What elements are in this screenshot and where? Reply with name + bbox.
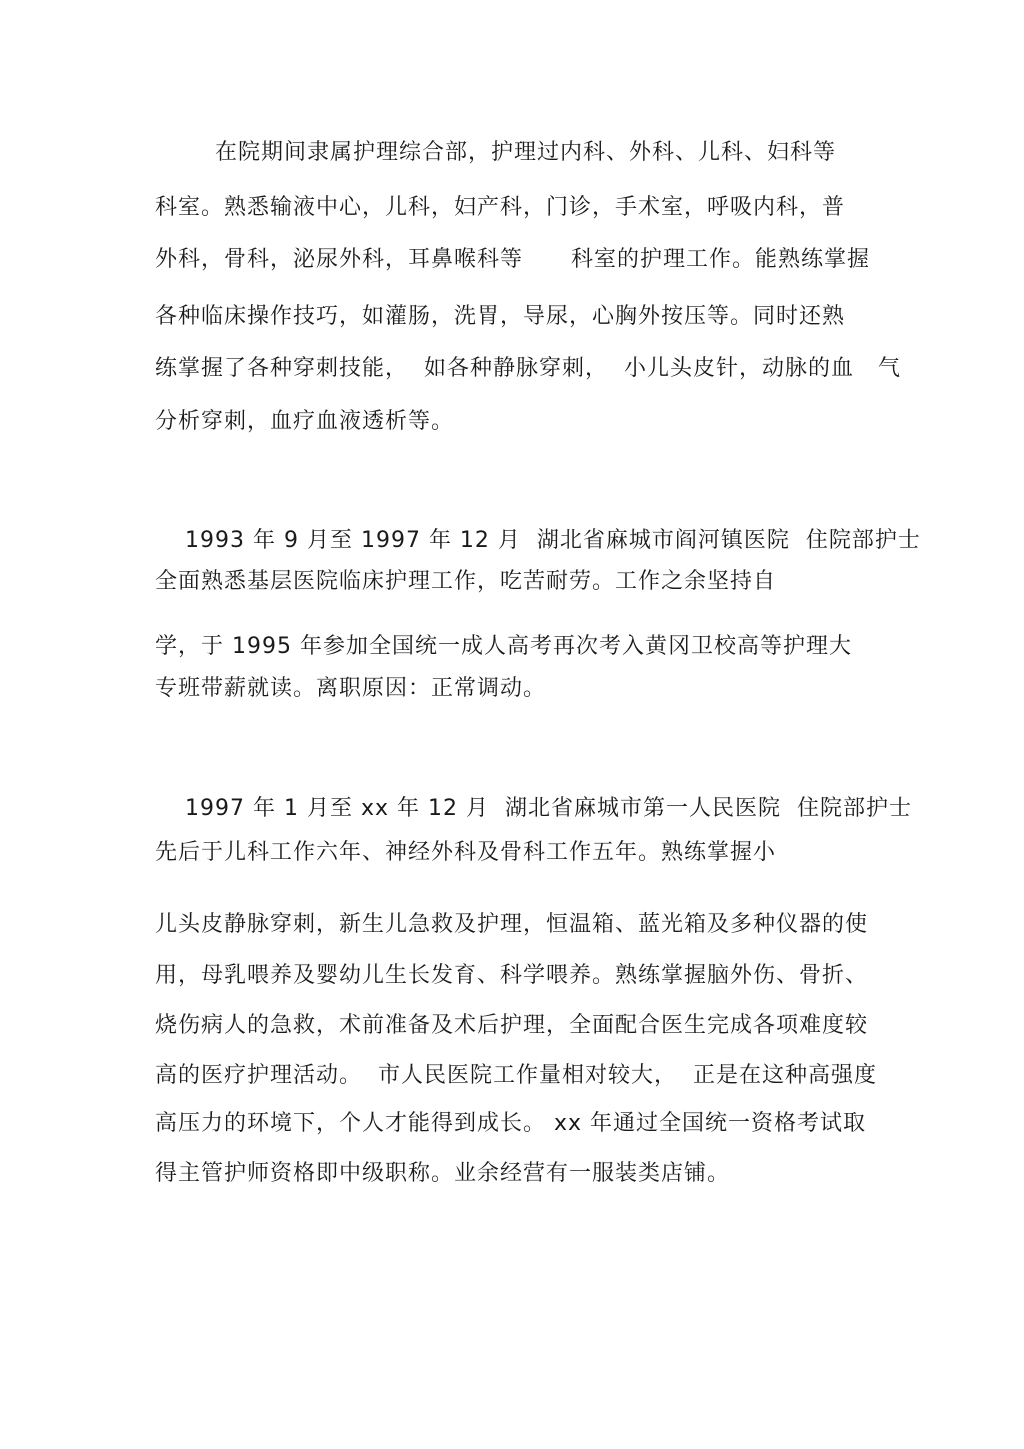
text-line: 烧伤病人的急救，术前准备及术后护理，全面配合医生完成各项难度较 bbox=[155, 1013, 869, 1038]
text-line: 高压力的环境下，个人才能得到成长。 xx 年通过全国统一资格考试取 bbox=[155, 1111, 867, 1136]
text-line: 高的医疗护理活动。 市人民医院工作量相对较大， 正是在这种高强度 bbox=[155, 1063, 877, 1088]
text-line: 先后于儿科工作六年、神经外科及骨科工作五年。熟练掌握小 bbox=[155, 840, 777, 865]
text-line: 各种临床操作技巧，如灌肠，洗胃，导尿，心胸外按压等。同时还熟 bbox=[155, 304, 846, 329]
text-line: 专班带薪就读。离职原因：正常调动。 bbox=[155, 676, 547, 701]
text-line: 学，于 1995 年参加全国统一成人高考再次考入黄冈卫校高等护理大 bbox=[155, 634, 852, 659]
text-line: 得主管护师资格即中级职称。业余经营有一服装类店铺。 bbox=[155, 1161, 731, 1186]
text-line: 1997 年 1 月至 xx 年 12 月 湖北省麻城市第一人民医院 住院部护士 bbox=[185, 796, 912, 821]
text-line: 外科，骨科，泌尿外科，耳鼻喉科等 科室的护理工作。能熟练掌握 bbox=[155, 247, 870, 272]
text-line: 分析穿刺，血疗血液透析等。 bbox=[155, 409, 455, 434]
text-line: 1993 年 9 月至 1997 年 12 月 湖北省麻城市阎河镇医院 住院部护士 bbox=[185, 528, 921, 553]
text-line: 儿头皮静脉穿刺，新生儿急救及护理，恒温箱、蓝光箱及多种仪器的使 bbox=[155, 912, 869, 937]
text-line: 全面熟悉基层医院临床护理工作，吃苦耐劳。工作之余坚持自 bbox=[155, 569, 777, 594]
text-line: 科室。熟悉输液中心，儿科，妇产科，门诊，手术室，呼吸内科，普 bbox=[155, 195, 846, 220]
text-line: 在院期间隶属护理综合部，护理过内科、外科、儿科、妇科等 bbox=[215, 140, 837, 165]
text-line: 练掌握了各种穿刺技能， 如各种静脉穿刺， 小儿头皮针，动脉的血 气 bbox=[155, 356, 901, 381]
text-line: 用，母乳喂养及婴幼儿生长发育、科学喂养。熟练掌握脑外伤、骨折、 bbox=[155, 963, 869, 988]
